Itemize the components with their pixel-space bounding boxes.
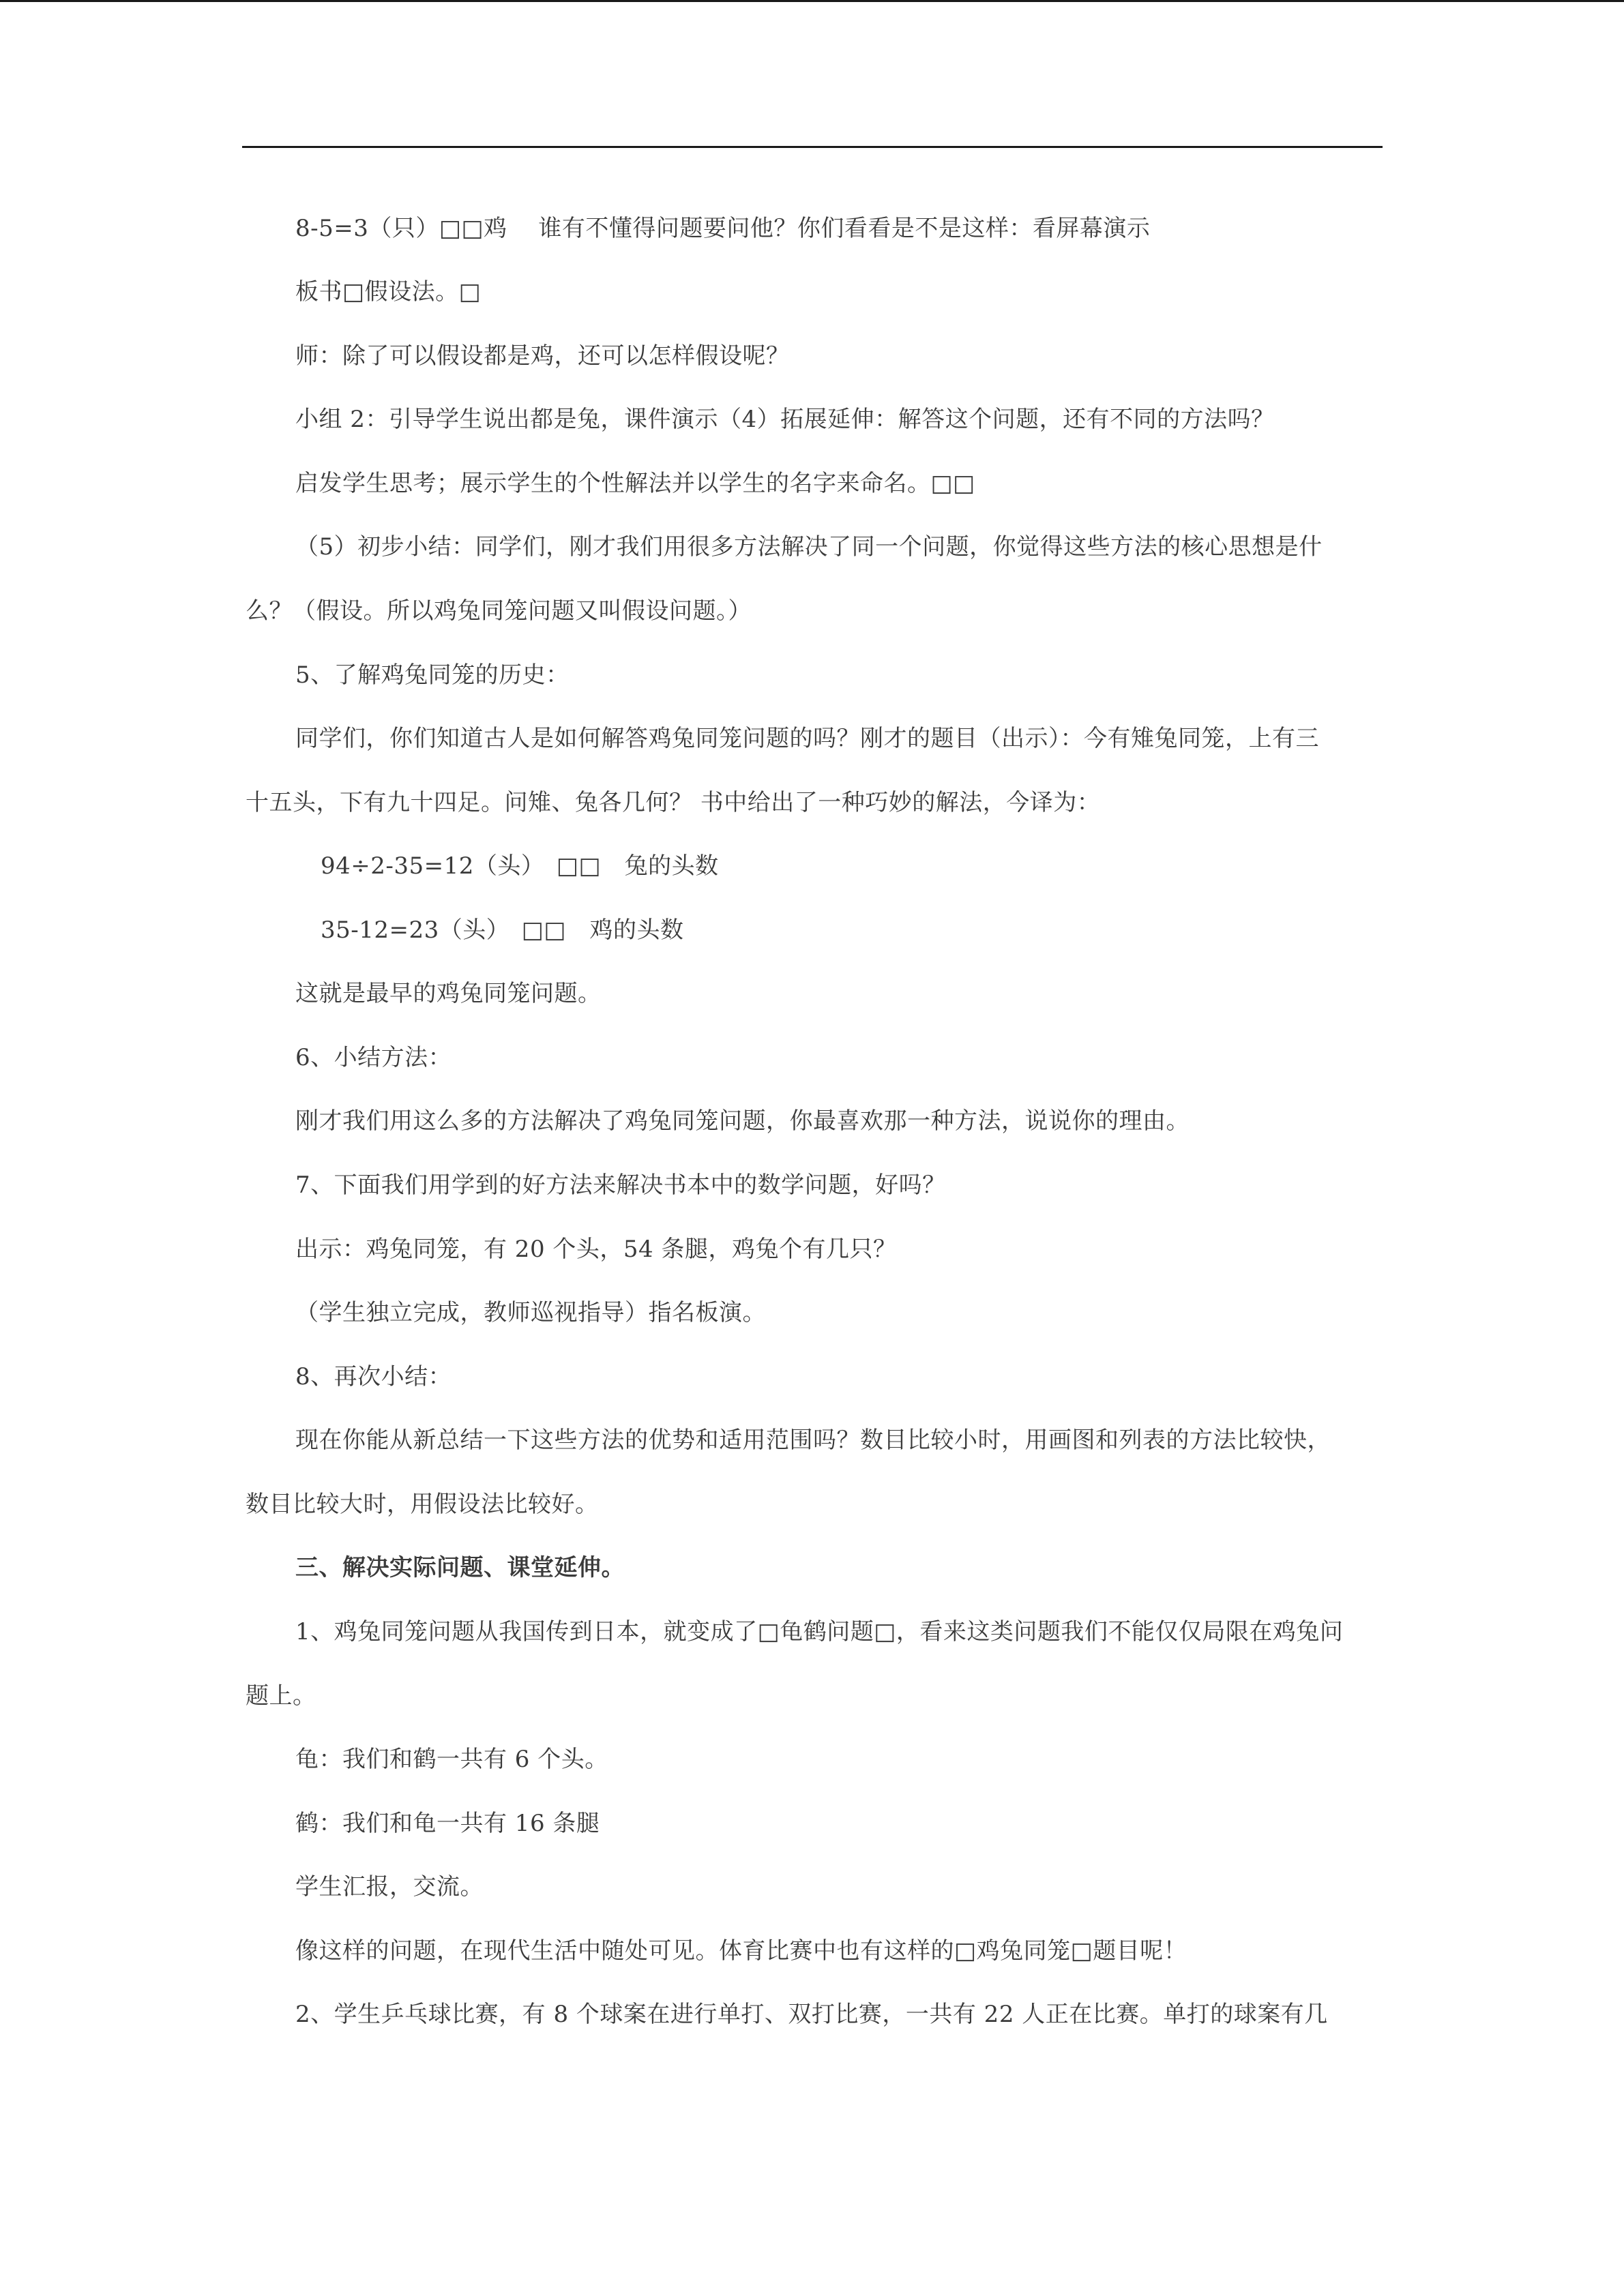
text-line: 刚才我们用这么多的方法解决了鸡兔同笼问题，你最喜欢那一种方法，说说你的理由。: [295, 1107, 1190, 1135]
text-line: 鹤：我们和龟一共有 16 条腿: [295, 1810, 600, 1837]
text-line: 现在你能从新总结一下这些方法的优势和适用范围吗？数目比较小时，用画图和列表的方法比较快，: [295, 1427, 1331, 1454]
section-heading: 三、解决实际问题、课堂延伸。: [295, 1554, 625, 1581]
text-line: 6、小结方法：: [295, 1044, 452, 1071]
text-line: 2、学生乒乓球比赛，有 8 个球案在进行单打、双打比赛，一共有 22 人正在比赛。单打的球案有几: [295, 2001, 1328, 2028]
text-line: 板书□假设法。□: [295, 278, 482, 305]
text-line: 启发学生思考；展示学生的个性解法并以学生的名字来命名。□□: [295, 470, 975, 497]
text-line: 小组 2：引导学生说出都是兔，课件演示（4）拓展延伸：解答这个问题，还有不同的方法吗？: [295, 406, 1275, 433]
text-line: 出示：鸡兔同笼，有 20 个头，54 条腿，鸡兔个有几只？: [295, 1236, 897, 1263]
text-line: 学生汇报，交流。: [295, 1873, 484, 1900]
text-line: 同学们，你们知道古人是如何解答鸡兔同笼问题的吗？刚才的题目（出示）：今有雉兔同笼，上有三: [295, 725, 1319, 752]
text-line: 5、了解鸡兔同笼的历史：: [295, 661, 570, 689]
text-line: 像这样的问题，在现代生活中随处可见。体育比赛中也有这样的□鸡兔同笼□题目呢！: [295, 1937, 1187, 1965]
text-line: 师：除了可以假设都是鸡，还可以怎样假设呢？: [295, 342, 790, 370]
text-line: 8-5=3（只）□□鸡 谁有不懂得问题要问他？你们看看是不是这样：看屏幕演示: [295, 215, 1151, 242]
header-rule: [242, 146, 1383, 148]
text-line: 这就是最早的鸡兔同笼问题。: [295, 980, 602, 1007]
page-top-border: [0, 0, 1624, 2]
text-line: 龟：我们和鹤一共有 6 个头。: [295, 1746, 608, 1773]
formula-line: 94÷2-35=12（头） □□ 兔的头数: [321, 852, 719, 880]
text-line: 7、下面我们用学到的好方法来解决书本中的数学问题，好吗？: [295, 1172, 946, 1199]
text-line: 数目比较大时，用假设法比较好。: [246, 1491, 599, 1518]
text-line: 8、再次小结：: [295, 1363, 452, 1390]
formula-line: 35-12=23（头） □□ 鸡的头数: [321, 916, 684, 944]
text-line: 么？（假设。所以鸡兔同笼问题又叫假设问题。）: [246, 597, 752, 625]
text-line: （学生独立完成，教师巡视指导）指名板演。: [295, 1299, 766, 1326]
text-line: 1、鸡兔同笼问题从我国传到日本，就变成了□龟鹤问题□，看来这类问题我们不能仅仅局限在鸡兔问: [295, 1618, 1344, 1645]
text-line: 题上。: [246, 1682, 316, 1710]
text-line: （5）初步小结：同学们，刚才我们用很多方法解决了同一个问题，你觉得这些方法的核心思想是什: [295, 533, 1323, 561]
text-line: 十五头，下有九十四足。问雉、兔各几何？ 书中给出了一种巧妙的解法，今译为：: [246, 789, 1101, 816]
